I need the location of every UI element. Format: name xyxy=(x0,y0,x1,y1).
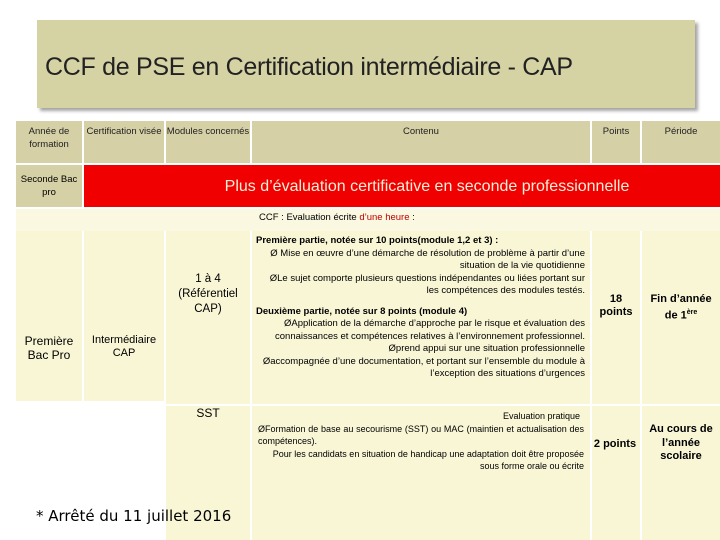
column-divider xyxy=(82,231,84,401)
page-title: CCF de PSE en Certification intermédiaire - CAP xyxy=(45,53,573,81)
modules-sst: SST xyxy=(196,406,220,420)
header-modules: Modules concernés xyxy=(166,121,250,163)
part2-heading: Deuxième partie, notée sur 8 points (module 4) xyxy=(256,305,468,317)
footnote: * Arrêté du 11 juillet 2016 xyxy=(36,507,232,525)
bullet-icon: Ø xyxy=(388,343,396,354)
bullet-icon: Ø xyxy=(270,247,278,259)
content-sst xyxy=(258,410,584,480)
part1-bullet-2: ØLe sujet comporte plusieurs questions indépendantes ou liées portant sur les compétences des modules testés. xyxy=(269,272,585,296)
part1-bullet-1: Ø Mise en œuvre d’une démarche de résolution de problème à partir d’une situation de la vie quotidienne xyxy=(270,247,585,271)
points-sst: 2 points xyxy=(593,438,637,450)
column-divider xyxy=(590,231,592,540)
bullet-icon: Ø xyxy=(258,423,266,434)
title-panel xyxy=(37,20,695,108)
ccf-suffix: : xyxy=(409,212,415,223)
certification-value: Intermédiaire CAP xyxy=(91,334,157,359)
part1-heading: Première partie, notée sur 10 points(module 1,2 et 3) : xyxy=(256,235,499,246)
bullet-icon: Ø xyxy=(262,355,271,367)
header-year: Année de formation xyxy=(16,121,82,163)
row-divider xyxy=(166,404,720,406)
sst-heading: Evaluation pratique xyxy=(502,411,580,421)
ccf-line xyxy=(259,212,659,226)
content-main xyxy=(256,235,585,401)
sst-line-2: Pour les candidats en situation de handicap une adaptation doit être proposée sous forme orale ou écrite xyxy=(272,448,584,471)
column-divider xyxy=(164,231,166,401)
no-evaluation-banner: Plus d’évaluation certificative en seconde professionnelle xyxy=(84,165,720,207)
ccf-prefix: CCF : Evaluation écrite xyxy=(259,212,360,223)
bullet-icon: Ø xyxy=(269,272,278,284)
part2-bullet-1: ØApplication de la démarche d’approche par le risque et évaluation des connaissances et compétences relatives à l’environnement professionnel. xyxy=(275,318,585,342)
part2-bullet-3: Øaccompagnée d’une documentation, et portant sur l’ensemble du module à l’exception des situations d’urgences xyxy=(262,355,585,379)
column-divider xyxy=(250,231,252,540)
modules-main: 1 à 4 (Référentiel CAP) xyxy=(178,273,238,315)
header-points: Points xyxy=(592,121,640,163)
period-sst: Au cours de l’année scolaire xyxy=(649,423,713,462)
period-main: Fin d’année de 1ère xyxy=(650,293,712,322)
points-main: 18 points xyxy=(599,293,633,318)
year-seconde: Seconde Bac pro xyxy=(16,165,82,207)
part2-bullet-2: Øprend appui sur une situation professionnelle xyxy=(388,343,585,354)
year-premiere: Première Bac Pro xyxy=(24,334,74,362)
header-certification: Certification visée xyxy=(84,121,164,163)
header-period: Période xyxy=(642,121,720,163)
header-content: Contenu xyxy=(252,121,590,163)
ccf-duration: d’une heure xyxy=(359,212,410,223)
sst-line-1: ØFormation de base au secourisme (SST) ou MAC (maintien et actualisation des compétences). xyxy=(258,423,584,446)
bullet-icon: Ø xyxy=(283,318,292,329)
column-divider xyxy=(640,231,642,540)
